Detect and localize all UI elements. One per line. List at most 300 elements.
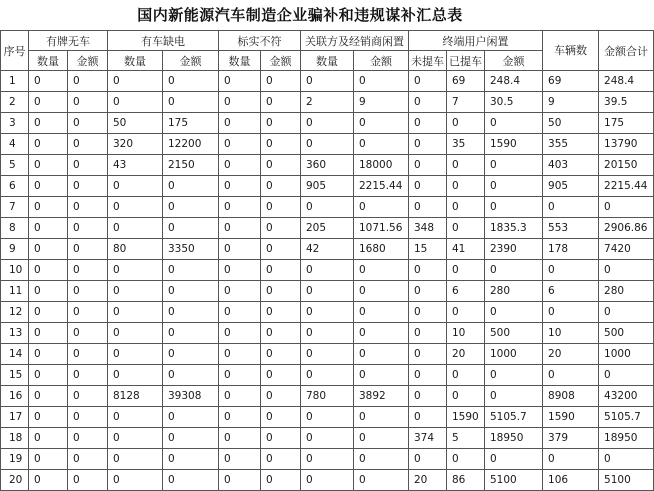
cell-end-user-picked: 10 <box>447 323 485 344</box>
cell-end-user-picked: 0 <box>447 197 485 218</box>
cell-related-idle-qty: 0 <box>301 71 354 92</box>
cell-plate-no-car-qty: 0 <box>29 71 68 92</box>
header-amount: 金额 <box>485 51 543 71</box>
cell-spec-mismatch-amount: 0 <box>261 239 301 260</box>
table-row <box>1 71 654 92</box>
cell-vehicle-count: 0 <box>543 302 599 323</box>
cell-total-amount: 175 <box>599 113 654 134</box>
cell-spec-mismatch-amount: 0 <box>261 197 301 218</box>
table-row <box>1 344 654 365</box>
cell-related-idle-amount: 1680 <box>354 239 409 260</box>
cell-plate-no-car-qty: 0 <box>29 92 68 113</box>
row-index: 12 <box>1 302 29 323</box>
cell-end-user-picked: 1590 <box>447 407 485 428</box>
cell-spec-mismatch-amount: 0 <box>261 260 301 281</box>
cell-related-idle-qty: 0 <box>301 407 354 428</box>
header-picked-up: 已提车 <box>447 51 485 71</box>
cell-car-no-battery-amount: 2150 <box>163 155 219 176</box>
cell-end-user-amount: 0 <box>485 176 543 197</box>
cell-spec-mismatch-qty: 0 <box>219 239 261 260</box>
cell-plate-no-car-amount: 0 <box>68 155 108 176</box>
cell-spec-mismatch-amount: 0 <box>261 428 301 449</box>
cell-end-user-not-picked: 0 <box>409 260 447 281</box>
cell-end-user-amount: 0 <box>485 365 543 386</box>
cell-car-no-battery-amount: 0 <box>163 344 219 365</box>
cell-vehicle-count: 0 <box>543 260 599 281</box>
cell-end-user-amount: 500 <box>485 323 543 344</box>
cell-end-user-picked: 0 <box>447 260 485 281</box>
header-vehicle-count: 车辆数 <box>543 31 599 71</box>
cell-plate-no-car-amount: 0 <box>68 218 108 239</box>
table-row <box>1 323 654 344</box>
row-index: 3 <box>1 113 29 134</box>
cell-vehicle-count: 0 <box>543 197 599 218</box>
cell-spec-mismatch-amount: 0 <box>261 155 301 176</box>
cell-plate-no-car-amount: 0 <box>68 302 108 323</box>
cell-plate-no-car-amount: 0 <box>68 344 108 365</box>
cell-vehicle-count: 0 <box>543 449 599 470</box>
cell-car-no-battery-amount: 39308 <box>163 386 219 407</box>
cell-plate-no-car-amount: 0 <box>68 134 108 155</box>
cell-plate-no-car-amount: 0 <box>68 113 108 134</box>
cell-spec-mismatch-qty: 0 <box>219 344 261 365</box>
row-index: 1 <box>1 71 29 92</box>
cell-end-user-not-picked: 15 <box>409 239 447 260</box>
cell-plate-no-car-qty: 0 <box>29 218 68 239</box>
row-index: 10 <box>1 260 29 281</box>
row-index: 5 <box>1 155 29 176</box>
header-amount: 金额 <box>68 51 108 71</box>
cell-car-no-battery-amount: 0 <box>163 365 219 386</box>
cell-car-no-battery-qty: 0 <box>108 407 163 428</box>
cell-plate-no-car-qty: 0 <box>29 302 68 323</box>
cell-related-idle-qty: 0 <box>301 365 354 386</box>
cell-spec-mismatch-qty: 0 <box>219 113 261 134</box>
cell-total-amount: 18950 <box>599 428 654 449</box>
cell-vehicle-count: 10 <box>543 323 599 344</box>
cell-related-idle-qty: 0 <box>301 260 354 281</box>
cell-end-user-amount: 1835.3 <box>485 218 543 239</box>
cell-total-amount: 5100 <box>599 470 654 491</box>
cell-related-idle-amount: 0 <box>354 302 409 323</box>
row-index: 9 <box>1 239 29 260</box>
cell-end-user-amount: 1590 <box>485 134 543 155</box>
cell-end-user-not-picked: 20 <box>409 470 447 491</box>
cell-plate-no-car-amount: 0 <box>68 386 108 407</box>
cell-end-user-amount: 248.4 <box>485 71 543 92</box>
cell-spec-mismatch-amount: 0 <box>261 302 301 323</box>
table-row <box>1 470 654 491</box>
cell-end-user-amount: 0 <box>485 113 543 134</box>
cell-related-idle-amount: 9 <box>354 92 409 113</box>
header-index: 序号 <box>1 31 29 71</box>
cell-spec-mismatch-amount: 0 <box>261 365 301 386</box>
cell-related-idle-amount: 0 <box>354 260 409 281</box>
cell-vehicle-count: 0 <box>543 365 599 386</box>
table-row <box>1 218 654 239</box>
table-row <box>1 365 654 386</box>
cell-spec-mismatch-qty: 0 <box>219 155 261 176</box>
header-qty: 数量 <box>29 51 68 71</box>
cell-car-no-battery-qty: 0 <box>108 302 163 323</box>
cell-plate-no-car-qty: 0 <box>29 281 68 302</box>
cell-related-idle-qty: 360 <box>301 155 354 176</box>
cell-car-no-battery-amount: 0 <box>163 428 219 449</box>
cell-total-amount: 280 <box>599 281 654 302</box>
cell-related-idle-amount: 3892 <box>354 386 409 407</box>
cell-car-no-battery-amount: 0 <box>163 407 219 428</box>
table-row <box>1 113 654 134</box>
cell-total-amount: 0 <box>599 260 654 281</box>
table-row <box>1 239 654 260</box>
cell-vehicle-count: 69 <box>543 71 599 92</box>
cell-related-idle-qty: 0 <box>301 323 354 344</box>
cell-spec-mismatch-qty: 0 <box>219 428 261 449</box>
cell-car-no-battery-qty: 0 <box>108 449 163 470</box>
table-row <box>1 302 654 323</box>
cell-plate-no-car-amount: 0 <box>68 407 108 428</box>
cell-spec-mismatch-amount: 0 <box>261 407 301 428</box>
row-index: 8 <box>1 218 29 239</box>
cell-end-user-picked: 0 <box>447 386 485 407</box>
cell-vehicle-count: 1590 <box>543 407 599 428</box>
cell-related-idle-amount: 1071.56 <box>354 218 409 239</box>
cell-car-no-battery-qty: 320 <box>108 134 163 155</box>
cell-total-amount: 5105.7 <box>599 407 654 428</box>
header-qty: 数量 <box>219 51 261 71</box>
cell-plate-no-car-amount: 0 <box>68 449 108 470</box>
cell-spec-mismatch-qty: 0 <box>219 281 261 302</box>
cell-car-no-battery-qty: 0 <box>108 92 163 113</box>
table-row <box>1 386 654 407</box>
cell-end-user-not-picked: 0 <box>409 176 447 197</box>
cell-spec-mismatch-amount: 0 <box>261 176 301 197</box>
cell-end-user-not-picked: 0 <box>409 344 447 365</box>
cell-vehicle-count: 178 <box>543 239 599 260</box>
cell-car-no-battery-qty: 0 <box>108 344 163 365</box>
cell-car-no-battery-qty: 0 <box>108 260 163 281</box>
cell-total-amount: 39.5 <box>599 92 654 113</box>
row-index: 16 <box>1 386 29 407</box>
cell-related-idle-amount: 0 <box>354 134 409 155</box>
cell-end-user-amount: 5105.7 <box>485 407 543 428</box>
cell-spec-mismatch-qty: 0 <box>219 71 261 92</box>
cell-car-no-battery-qty: 0 <box>108 176 163 197</box>
cell-plate-no-car-qty: 0 <box>29 407 68 428</box>
cell-spec-mismatch-qty: 0 <box>219 323 261 344</box>
header-group-related-idle: 关联方及经销商闲置 <box>301 31 409 51</box>
cell-vehicle-count: 355 <box>543 134 599 155</box>
cell-car-no-battery-amount: 0 <box>163 260 219 281</box>
header-qty: 数量 <box>301 51 354 71</box>
cell-end-user-amount: 2390 <box>485 239 543 260</box>
cell-vehicle-count: 8908 <box>543 386 599 407</box>
cell-related-idle-qty: 0 <box>301 470 354 491</box>
cell-car-no-battery-amount: 0 <box>163 92 219 113</box>
cell-car-no-battery-amount: 175 <box>163 113 219 134</box>
row-index: 17 <box>1 407 29 428</box>
cell-plate-no-car-qty: 0 <box>29 260 68 281</box>
cell-end-user-not-picked: 0 <box>409 71 447 92</box>
header-amount: 金额 <box>261 51 301 71</box>
header-row-groups <box>1 31 654 51</box>
cell-end-user-picked: 69 <box>447 71 485 92</box>
cell-end-user-amount: 1000 <box>485 344 543 365</box>
cell-plate-no-car-amount: 0 <box>68 281 108 302</box>
cell-end-user-picked: 0 <box>447 449 485 470</box>
header-group-car-no-battery: 有车缺电 <box>108 31 219 51</box>
cell-related-idle-qty: 42 <box>301 239 354 260</box>
cell-car-no-battery-qty: 0 <box>108 470 163 491</box>
cell-end-user-amount: 0 <box>485 386 543 407</box>
cell-related-idle-amount: 0 <box>354 428 409 449</box>
cell-related-idle-qty: 0 <box>301 281 354 302</box>
cell-plate-no-car-amount: 0 <box>68 260 108 281</box>
cell-end-user-not-picked: 0 <box>409 113 447 134</box>
cell-end-user-not-picked: 0 <box>409 281 447 302</box>
cell-spec-mismatch-amount: 0 <box>261 344 301 365</box>
cell-spec-mismatch-qty: 0 <box>219 386 261 407</box>
cell-spec-mismatch-amount: 0 <box>261 470 301 491</box>
cell-plate-no-car-qty: 0 <box>29 470 68 491</box>
cell-car-no-battery-qty: 0 <box>108 218 163 239</box>
table-row <box>1 449 654 470</box>
cell-end-user-not-picked: 0 <box>409 92 447 113</box>
cell-related-idle-amount: 18000 <box>354 155 409 176</box>
cell-spec-mismatch-amount: 0 <box>261 134 301 155</box>
table-row <box>1 428 654 449</box>
cell-plate-no-car-qty: 0 <box>29 365 68 386</box>
table-row <box>1 281 654 302</box>
cell-end-user-picked: 0 <box>447 302 485 323</box>
cell-vehicle-count: 9 <box>543 92 599 113</box>
cell-end-user-picked: 86 <box>447 470 485 491</box>
cell-car-no-battery-qty: 0 <box>108 365 163 386</box>
cell-vehicle-count: 403 <box>543 155 599 176</box>
cell-end-user-amount: 0 <box>485 302 543 323</box>
cell-car-no-battery-amount: 0 <box>163 176 219 197</box>
cell-plate-no-car-qty: 0 <box>29 134 68 155</box>
cell-end-user-not-picked: 0 <box>409 197 447 218</box>
cell-related-idle-qty: 0 <box>301 113 354 134</box>
cell-total-amount: 20150 <box>599 155 654 176</box>
row-index: 15 <box>1 365 29 386</box>
table-row <box>1 197 654 218</box>
header-group-spec-mismatch: 标实不符 <box>219 31 301 51</box>
cell-total-amount: 248.4 <box>599 71 654 92</box>
cell-end-user-amount: 0 <box>485 155 543 176</box>
cell-car-no-battery-amount: 0 <box>163 470 219 491</box>
cell-spec-mismatch-amount: 0 <box>261 281 301 302</box>
cell-spec-mismatch-qty: 0 <box>219 92 261 113</box>
header-group-end-user-idle: 终端用户闲置 <box>409 31 543 51</box>
table-row <box>1 92 654 113</box>
cell-plate-no-car-qty: 0 <box>29 428 68 449</box>
cell-plate-no-car-qty: 0 <box>29 113 68 134</box>
row-index: 6 <box>1 176 29 197</box>
table-row <box>1 155 654 176</box>
cell-spec-mismatch-amount: 0 <box>261 113 301 134</box>
header-not-picked-up: 未提车 <box>409 51 447 71</box>
cell-spec-mismatch-amount: 0 <box>261 218 301 239</box>
cell-car-no-battery-qty: 80 <box>108 239 163 260</box>
cell-car-no-battery-amount: 12200 <box>163 134 219 155</box>
cell-plate-no-car-qty: 0 <box>29 386 68 407</box>
cell-spec-mismatch-qty: 0 <box>219 470 261 491</box>
cell-end-user-not-picked: 0 <box>409 449 447 470</box>
cell-total-amount: 1000 <box>599 344 654 365</box>
cell-end-user-not-picked: 0 <box>409 302 447 323</box>
table-row <box>1 407 654 428</box>
cell-spec-mismatch-amount: 0 <box>261 92 301 113</box>
cell-spec-mismatch-qty: 0 <box>219 260 261 281</box>
cell-plate-no-car-amount: 0 <box>68 92 108 113</box>
cell-end-user-picked: 6 <box>447 281 485 302</box>
cell-plate-no-car-amount: 0 <box>68 71 108 92</box>
cell-end-user-picked: 0 <box>447 218 485 239</box>
table-row <box>1 176 654 197</box>
cell-related-idle-qty: 0 <box>301 134 354 155</box>
table-title: 国内新能源汽车制造企业骗补和违规谋补汇总表 <box>137 6 463 24</box>
cell-plate-no-car-amount: 0 <box>68 428 108 449</box>
cell-related-idle-qty: 905 <box>301 176 354 197</box>
cell-related-idle-amount: 0 <box>354 113 409 134</box>
cell-spec-mismatch-amount: 0 <box>261 323 301 344</box>
cell-car-no-battery-amount: 0 <box>163 302 219 323</box>
cell-total-amount: 0 <box>599 449 654 470</box>
cell-related-idle-amount: 0 <box>354 470 409 491</box>
summary-table <box>0 30 654 491</box>
cell-total-amount: 2906.86 <box>599 218 654 239</box>
cell-car-no-battery-amount: 0 <box>163 71 219 92</box>
cell-end-user-picked: 0 <box>447 365 485 386</box>
cell-end-user-amount: 5100 <box>485 470 543 491</box>
cell-car-no-battery-amount: 0 <box>163 449 219 470</box>
row-index: 14 <box>1 344 29 365</box>
header-group-plate-no-car: 有牌无车 <box>29 31 108 51</box>
cell-vehicle-count: 6 <box>543 281 599 302</box>
cell-car-no-battery-qty: 8128 <box>108 386 163 407</box>
header-qty: 数量 <box>108 51 163 71</box>
cell-end-user-not-picked: 0 <box>409 407 447 428</box>
cell-plate-no-car-qty: 0 <box>29 239 68 260</box>
cell-related-idle-qty: 0 <box>301 428 354 449</box>
cell-related-idle-amount: 0 <box>354 407 409 428</box>
cell-vehicle-count: 553 <box>543 218 599 239</box>
header-amount: 金额 <box>354 51 409 71</box>
row-index: 18 <box>1 428 29 449</box>
cell-spec-mismatch-qty: 0 <box>219 407 261 428</box>
cell-car-no-battery-qty: 0 <box>108 323 163 344</box>
cell-related-idle-amount: 2215.44 <box>354 176 409 197</box>
cell-car-no-battery-amount: 0 <box>163 218 219 239</box>
cell-plate-no-car-qty: 0 <box>29 449 68 470</box>
cell-related-idle-amount: 0 <box>354 281 409 302</box>
cell-car-no-battery-amount: 0 <box>163 281 219 302</box>
cell-spec-mismatch-qty: 0 <box>219 197 261 218</box>
row-index: 2 <box>1 92 29 113</box>
cell-end-user-not-picked: 0 <box>409 155 447 176</box>
cell-plate-no-car-amount: 0 <box>68 470 108 491</box>
cell-total-amount: 43200 <box>599 386 654 407</box>
cell-spec-mismatch-qty: 0 <box>219 176 261 197</box>
cell-end-user-picked: 20 <box>447 344 485 365</box>
cell-plate-no-car-amount: 0 <box>68 365 108 386</box>
cell-spec-mismatch-qty: 0 <box>219 218 261 239</box>
cell-total-amount: 2215.44 <box>599 176 654 197</box>
header-total-amount: 金额合计 <box>599 31 654 71</box>
header-amount: 金额 <box>163 51 219 71</box>
table-row <box>1 134 654 155</box>
cell-end-user-amount: 30.5 <box>485 92 543 113</box>
cell-related-idle-qty: 780 <box>301 386 354 407</box>
cell-vehicle-count: 905 <box>543 176 599 197</box>
cell-total-amount: 0 <box>599 365 654 386</box>
row-index: 19 <box>1 449 29 470</box>
cell-end-user-not-picked: 0 <box>409 323 447 344</box>
cell-spec-mismatch-amount: 0 <box>261 71 301 92</box>
cell-car-no-battery-qty: 0 <box>108 281 163 302</box>
cell-plate-no-car-qty: 0 <box>29 176 68 197</box>
cell-plate-no-car-qty: 0 <box>29 197 68 218</box>
cell-car-no-battery-qty: 43 <box>108 155 163 176</box>
cell-end-user-not-picked: 0 <box>409 386 447 407</box>
row-index: 11 <box>1 281 29 302</box>
cell-related-idle-amount: 0 <box>354 197 409 218</box>
cell-end-user-picked: 35 <box>447 134 485 155</box>
cell-vehicle-count: 379 <box>543 428 599 449</box>
cell-car-no-battery-amount: 0 <box>163 323 219 344</box>
cell-plate-no-car-amount: 0 <box>68 176 108 197</box>
cell-related-idle-qty: 2 <box>301 92 354 113</box>
cell-related-idle-qty: 0 <box>301 197 354 218</box>
cell-related-idle-amount: 0 <box>354 449 409 470</box>
cell-plate-no-car-qty: 0 <box>29 155 68 176</box>
cell-plate-no-car-qty: 0 <box>29 323 68 344</box>
cell-vehicle-count: 50 <box>543 113 599 134</box>
cell-related-idle-amount: 0 <box>354 344 409 365</box>
cell-related-idle-qty: 0 <box>301 302 354 323</box>
cell-end-user-amount: 280 <box>485 281 543 302</box>
cell-plate-no-car-qty: 0 <box>29 344 68 365</box>
cell-end-user-picked: 0 <box>447 176 485 197</box>
cell-spec-mismatch-qty: 0 <box>219 134 261 155</box>
cell-related-idle-amount: 0 <box>354 71 409 92</box>
row-index: 4 <box>1 134 29 155</box>
row-index: 20 <box>1 470 29 491</box>
cell-plate-no-car-amount: 0 <box>68 239 108 260</box>
cell-total-amount: 500 <box>599 323 654 344</box>
cell-related-idle-qty: 205 <box>301 218 354 239</box>
cell-spec-mismatch-qty: 0 <box>219 449 261 470</box>
cell-related-idle-amount: 0 <box>354 323 409 344</box>
cell-spec-mismatch-qty: 0 <box>219 365 261 386</box>
cell-related-idle-amount: 0 <box>354 365 409 386</box>
cell-end-user-picked: 7 <box>447 92 485 113</box>
cell-car-no-battery-amount: 0 <box>163 197 219 218</box>
cell-spec-mismatch-amount: 0 <box>261 386 301 407</box>
cell-end-user-not-picked: 348 <box>409 218 447 239</box>
cell-vehicle-count: 106 <box>543 470 599 491</box>
cell-end-user-picked: 5 <box>447 428 485 449</box>
table-row <box>1 260 654 281</box>
cell-total-amount: 0 <box>599 302 654 323</box>
cell-car-no-battery-amount: 3350 <box>163 239 219 260</box>
cell-end-user-not-picked: 0 <box>409 365 447 386</box>
cell-car-no-battery-qty: 50 <box>108 113 163 134</box>
cell-plate-no-car-amount: 0 <box>68 323 108 344</box>
cell-end-user-picked: 0 <box>447 155 485 176</box>
